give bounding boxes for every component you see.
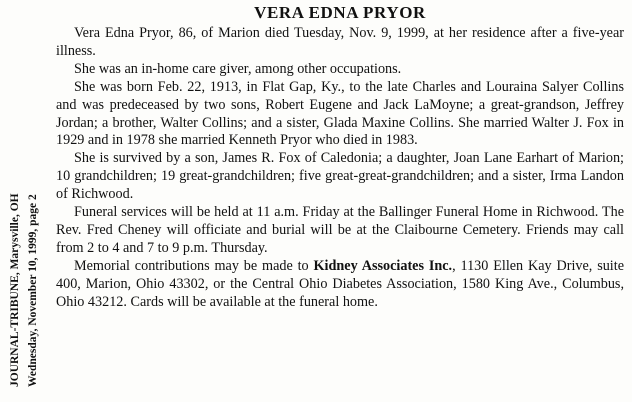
paragraph-occupation: She was an in-home care giver, among other occupations. bbox=[74, 60, 402, 77]
paragraph-funeral-services: Funeral services will be held at 11 a.m. Friday at the Ballinger Funeral Home in Richwood. The Rev. Fred Cheney will officiate and burial will be at the Claibourne Cemetery. Friends may call from 2 to 4 and 7 to 9 p.m. Thursday. bbox=[56, 204, 624, 256]
source-date-line: Wednesday, November 10, 1999, page 2 bbox=[27, 194, 39, 387]
memorial-lead-text: Memorial contributions may be made to bbox=[74, 257, 314, 274]
memorial-details-text: , 1130 Ellen Kay Drive, suite 400, Marion, Ohio 43302, or the Central Ohio Diabetes Association, 1580 King Ave., Columbus, Ohio 43212. Cards will be available at the funeral home. bbox=[56, 257, 624, 310]
source-newspaper-line: JOURNAL-TRIBUNE, Marysville, OH bbox=[9, 193, 21, 387]
obituary-headline: VERA EDNA PRYOR bbox=[254, 3, 426, 22]
paragraph-death-notice: Vera Edna Pryor, 86, of Marion died Tuesday, Nov. 9, 1999, at her residence after a five-year illness. bbox=[56, 25, 624, 59]
memorial-organization: Kidney Associates Inc. bbox=[313, 257, 453, 274]
obituary-article bbox=[56, 3, 624, 312]
paragraph-biography: She was born Feb. 22, 1913, in Flat Gap, Ky., to the late Charles and Louraina Salyer Collins and was predeceased by two sons, Robert Eugene and Jack LaMoyne; a great-grandson, Jeffrey Jordan; a brother, Walter Collins; and a sister, Glada Maxine Collins. She married Walter J. Fox in 1929 and in 1978 she married Kenneth Pryor who died in 1983. bbox=[56, 78, 624, 149]
paragraph-memorial-contributions bbox=[56, 258, 624, 312]
source-citation bbox=[2, 8, 48, 394]
paragraph-survivors: She is survived by a son, James R. Fox of Caledonia; a daughter, Joan Lane Earhart of Marion; 10 grandchildren; 19 great-grandchildren; five great-great-grandchildren; and a sister, Irma Landon of Richwood. bbox=[56, 150, 624, 203]
